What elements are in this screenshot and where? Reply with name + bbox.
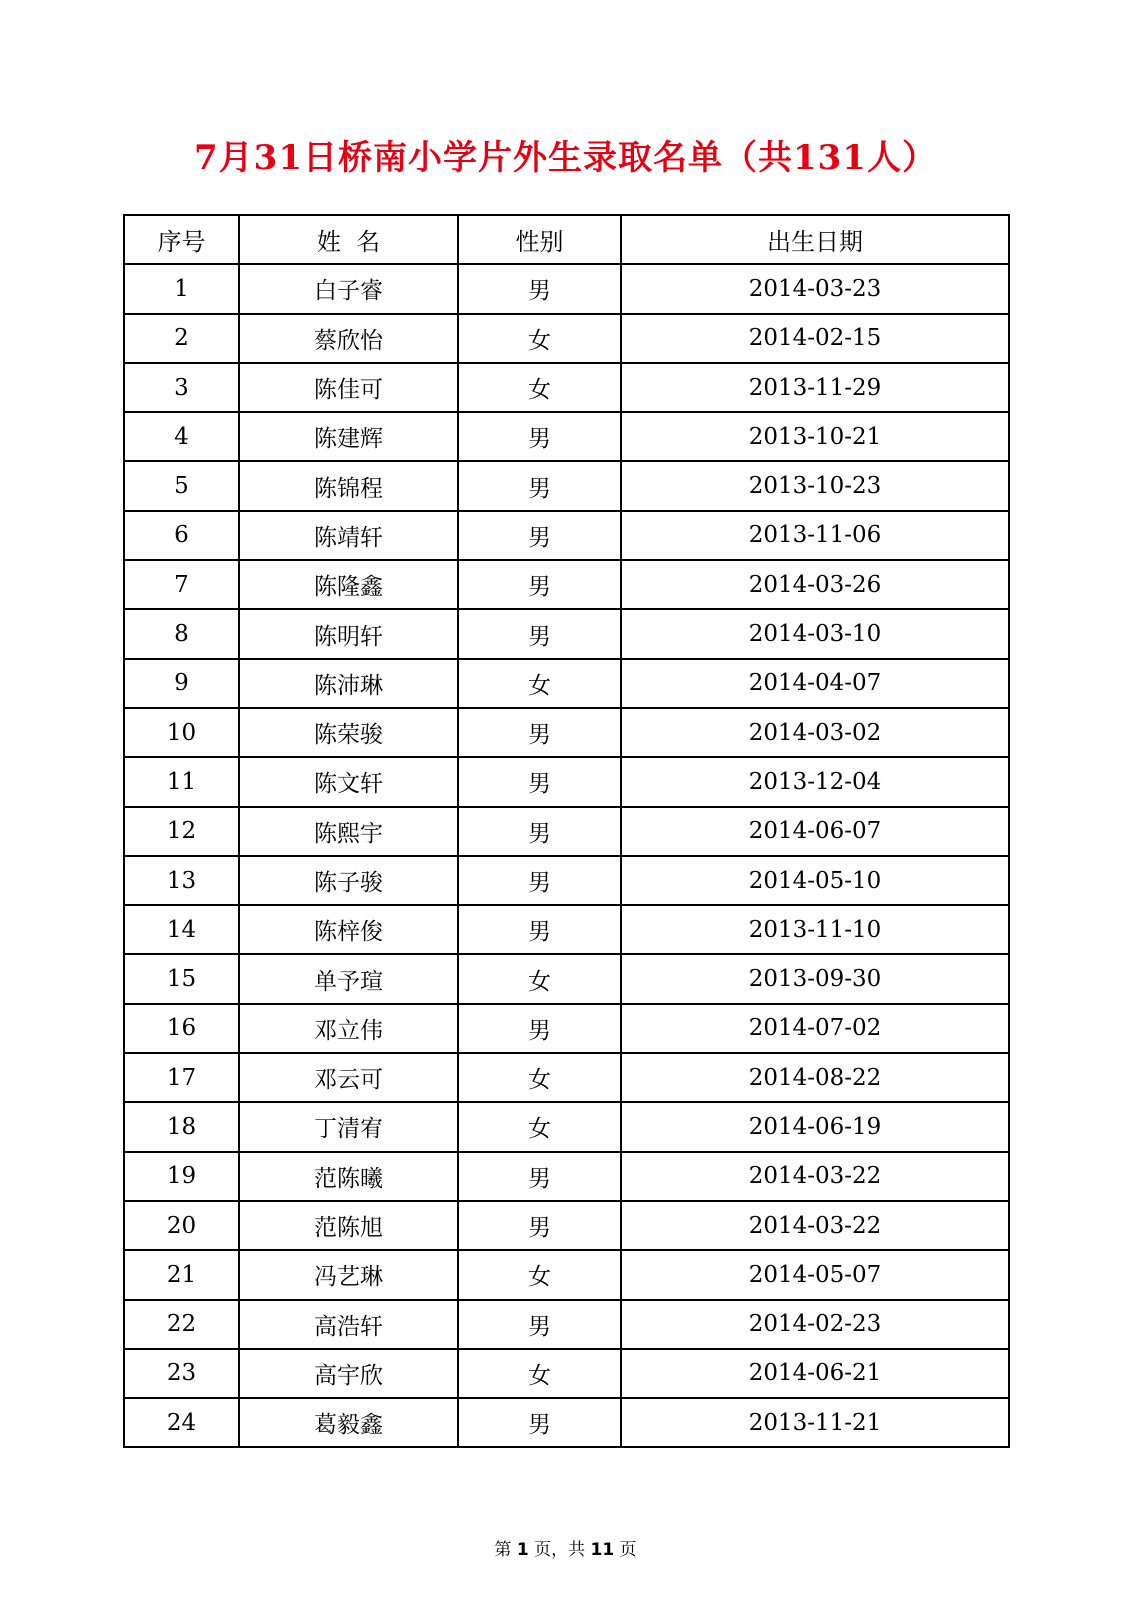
cell-index: 22 — [124, 1300, 239, 1349]
cell-index: 7 — [124, 560, 239, 609]
cell-gender: 男 — [458, 757, 621, 806]
cell-index: 14 — [124, 905, 239, 954]
footer-total-pages: 11 — [590, 1540, 615, 1560]
cell-name: 蔡欣怡 — [239, 314, 458, 363]
cell-birth-date: 2014-05-10 — [621, 856, 1009, 905]
cell-gender: 男 — [458, 511, 621, 560]
cell-name: 冯艺琳 — [239, 1250, 458, 1299]
header-row — [124, 215, 1009, 264]
cell-index: 16 — [124, 1004, 239, 1053]
table-row — [124, 609, 1009, 658]
cell-name: 陈建辉 — [239, 412, 458, 461]
cell-gender: 女 — [458, 659, 621, 708]
cell-index: 6 — [124, 511, 239, 560]
cell-birth-date: 2013-10-21 — [621, 412, 1009, 461]
cell-gender: 男 — [458, 856, 621, 905]
cell-name: 葛毅鑫 — [239, 1398, 458, 1447]
cell-gender: 女 — [458, 1349, 621, 1398]
cell-gender: 女 — [458, 1053, 621, 1102]
header-index: 序号 — [124, 215, 239, 264]
table-row — [124, 708, 1009, 757]
cell-name: 陈荣骏 — [239, 708, 458, 757]
table-row — [124, 1102, 1009, 1151]
table-row — [124, 363, 1009, 412]
table-row — [124, 461, 1009, 510]
table-row — [124, 1398, 1009, 1447]
table-row — [124, 1250, 1009, 1299]
cell-index: 8 — [124, 609, 239, 658]
cell-birth-date: 2014-05-07 — [621, 1250, 1009, 1299]
table-row — [124, 314, 1009, 363]
cell-name: 陈靖轩 — [239, 511, 458, 560]
cell-gender: 男 — [458, 560, 621, 609]
cell-birth-date: 2014-03-02 — [621, 708, 1009, 757]
header-name: 姓 名 — [239, 215, 458, 264]
cell-index: 15 — [124, 954, 239, 1003]
cell-gender: 男 — [458, 807, 621, 856]
table-row — [124, 1201, 1009, 1250]
table-row — [124, 264, 1009, 313]
table-row — [124, 807, 1009, 856]
cell-index: 11 — [124, 757, 239, 806]
cell-index: 1 — [124, 264, 239, 313]
cell-birth-date: 2013-11-10 — [621, 905, 1009, 954]
cell-birth-date: 2013-09-30 — [621, 954, 1009, 1003]
cell-birth-date: 2014-06-19 — [621, 1102, 1009, 1151]
cell-birth-date: 2014-02-23 — [621, 1300, 1009, 1349]
table-body — [124, 264, 1009, 1447]
cell-name: 高浩轩 — [239, 1300, 458, 1349]
cell-index: 23 — [124, 1349, 239, 1398]
cell-name: 邓立伟 — [239, 1004, 458, 1053]
header-birth-date: 出生日期 — [621, 215, 1009, 264]
table-row — [124, 1004, 1009, 1053]
cell-gender: 男 — [458, 609, 621, 658]
cell-name: 高宇欣 — [239, 1349, 458, 1398]
cell-gender: 男 — [458, 461, 621, 510]
cell-birth-date: 2014-08-22 — [621, 1053, 1009, 1102]
cell-name: 陈明轩 — [239, 609, 458, 658]
table-row — [124, 1053, 1009, 1102]
cell-index: 2 — [124, 314, 239, 363]
cell-gender: 男 — [458, 1300, 621, 1349]
cell-birth-date: 2014-03-26 — [621, 560, 1009, 609]
cell-birth-date: 2013-11-29 — [621, 363, 1009, 412]
cell-name: 陈佳可 — [239, 363, 458, 412]
cell-birth-date: 2014-03-10 — [621, 609, 1009, 658]
cell-index: 17 — [124, 1053, 239, 1102]
footer-prefix: 第 — [494, 1540, 517, 1560]
table-row — [124, 1152, 1009, 1201]
cell-index: 12 — [124, 807, 239, 856]
cell-gender: 女 — [458, 954, 621, 1003]
cell-name: 邓云可 — [239, 1053, 458, 1102]
cell-birth-date: 2013-11-06 — [621, 511, 1009, 560]
cell-gender: 男 — [458, 708, 621, 757]
cell-name: 范陈旭 — [239, 1201, 458, 1250]
cell-index: 24 — [124, 1398, 239, 1447]
table-row — [124, 412, 1009, 461]
table-row — [124, 954, 1009, 1003]
cell-birth-date: 2013-10-23 — [621, 461, 1009, 510]
footer-middle: 页，共 — [528, 1540, 591, 1560]
cell-gender: 女 — [458, 314, 621, 363]
cell-birth-date: 2014-07-02 — [621, 1004, 1009, 1053]
cell-index: 3 — [124, 363, 239, 412]
table-row — [124, 511, 1009, 560]
cell-gender: 男 — [458, 1152, 621, 1201]
cell-name: 陈子骏 — [239, 856, 458, 905]
cell-name: 陈隆鑫 — [239, 560, 458, 609]
cell-gender: 男 — [458, 264, 621, 313]
admission-table — [123, 214, 1010, 1448]
cell-birth-date: 2013-11-21 — [621, 1398, 1009, 1447]
cell-gender: 女 — [458, 1102, 621, 1151]
cell-index: 20 — [124, 1201, 239, 1250]
cell-birth-date: 2014-03-23 — [621, 264, 1009, 313]
cell-birth-date: 2014-06-21 — [621, 1349, 1009, 1398]
table-row — [124, 905, 1009, 954]
table-row — [124, 757, 1009, 806]
cell-gender: 男 — [458, 1201, 621, 1250]
cell-name: 陈熙宇 — [239, 807, 458, 856]
cell-index: 21 — [124, 1250, 239, 1299]
document-title: 7月31日桥南小学片外生录取名单（共131人） — [194, 138, 937, 178]
table-row — [124, 560, 1009, 609]
footer-suffix: 页 — [614, 1540, 637, 1560]
cell-gender: 男 — [458, 412, 621, 461]
cell-gender: 男 — [458, 1004, 621, 1053]
cell-index: 9 — [124, 659, 239, 708]
cell-index: 19 — [124, 1152, 239, 1201]
cell-name: 范陈曦 — [239, 1152, 458, 1201]
cell-name: 陈沛琳 — [239, 659, 458, 708]
cell-name: 丁清宥 — [239, 1102, 458, 1151]
table-row — [124, 659, 1009, 708]
cell-gender: 男 — [458, 905, 621, 954]
cell-name: 陈梓俊 — [239, 905, 458, 954]
cell-gender: 女 — [458, 363, 621, 412]
page-footer — [0, 1538, 1131, 1562]
cell-birth-date: 2014-02-15 — [621, 314, 1009, 363]
cell-birth-date: 2014-06-07 — [621, 807, 1009, 856]
table-row — [124, 1349, 1009, 1398]
cell-gender: 男 — [458, 1398, 621, 1447]
cell-name: 单予瑄 — [239, 954, 458, 1003]
cell-birth-date: 2014-03-22 — [621, 1152, 1009, 1201]
table-row — [124, 856, 1009, 905]
table-header — [124, 215, 1009, 264]
cell-index: 13 — [124, 856, 239, 905]
cell-birth-date: 2014-03-22 — [621, 1201, 1009, 1250]
cell-birth-date: 2014-04-07 — [621, 659, 1009, 708]
cell-name: 陈文轩 — [239, 757, 458, 806]
cell-birth-date: 2013-12-04 — [621, 757, 1009, 806]
cell-index: 4 — [124, 412, 239, 461]
cell-gender: 女 — [458, 1250, 621, 1299]
header-gender: 性别 — [458, 215, 621, 264]
cell-index: 10 — [124, 708, 239, 757]
cell-name: 白子睿 — [239, 264, 458, 313]
footer-page-number: 1 — [516, 1540, 529, 1560]
cell-index: 5 — [124, 461, 239, 510]
cell-name: 陈锦程 — [239, 461, 458, 510]
table-row — [124, 1300, 1009, 1349]
cell-index: 18 — [124, 1102, 239, 1151]
